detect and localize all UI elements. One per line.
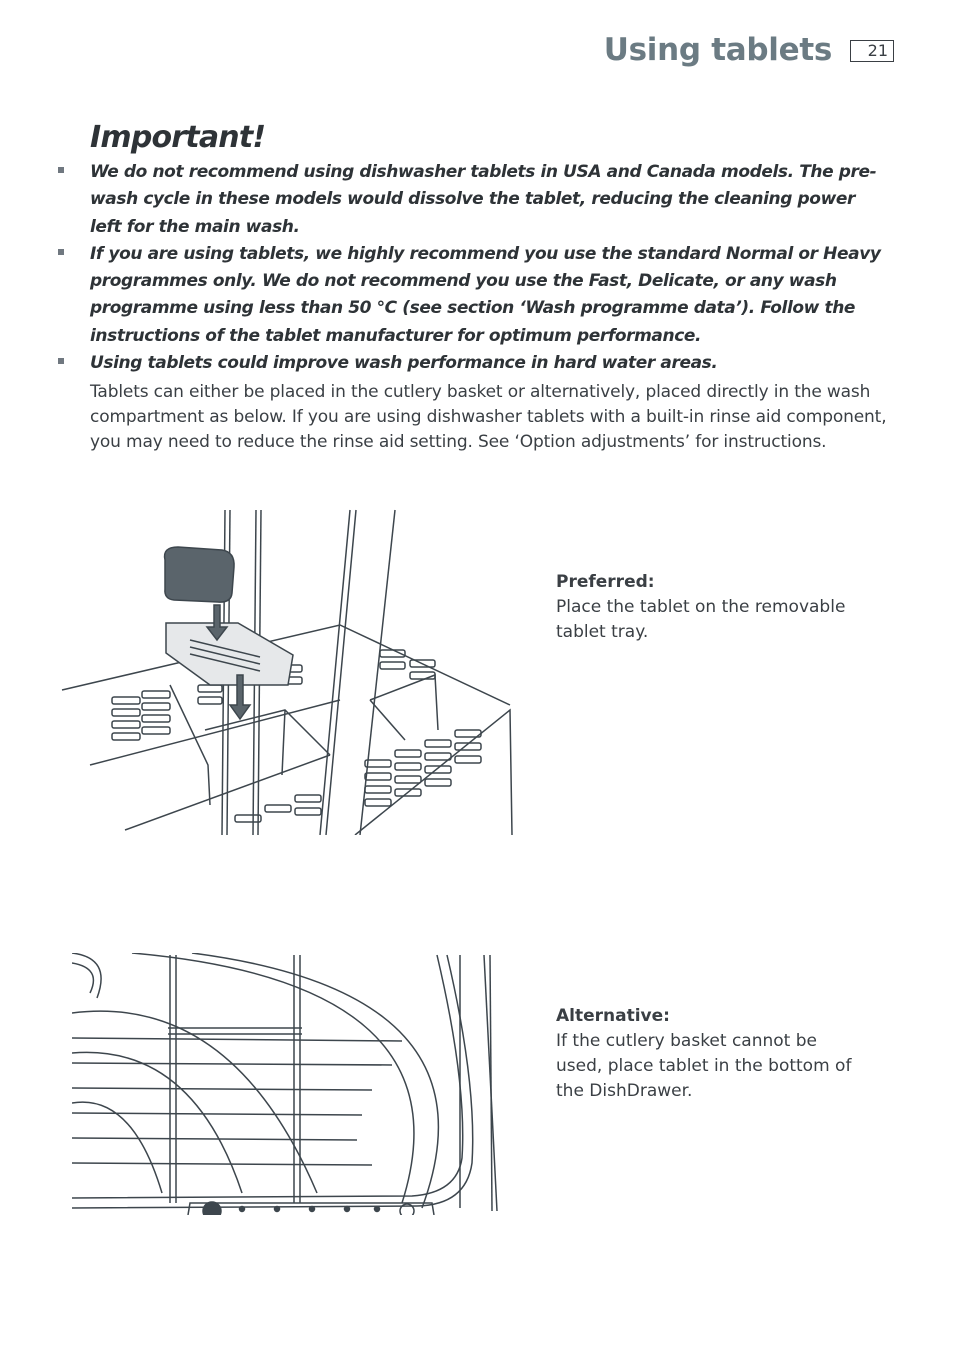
preferred-text: Place the tablet on the removable tablet tray.: [556, 597, 846, 642]
dishdrawer-bottom-illustration: [72, 953, 502, 1215]
page-number: 21: [850, 40, 894, 62]
bullet-item: [56, 241, 886, 350]
important-heading: Important!: [90, 120, 266, 155]
square-bullet-icon: [58, 358, 64, 364]
page-title: Using tablets: [603, 32, 832, 68]
alternative-label: Alternative:: [556, 1006, 670, 1026]
cutlery-basket-illustration: [60, 505, 515, 835]
bullet-item: [56, 350, 886, 377]
alternative-text: If the cutlery basket cannot be used, place tablet in the bottom of the DishDrawer.: [556, 1031, 852, 1101]
bullet-text: Using tablets could improve wash performance in hard water areas.: [90, 353, 718, 374]
square-bullet-icon: [58, 167, 64, 173]
alternative-caption: [556, 1004, 856, 1104]
intro-paragraph: Tablets can either be placed in the cutlery basket or alternatively, placed directly in the wash compartment as below. If you are using dishwasher tablets with a built-in rinse aid component, you may need to reduce the rinse aid setting. See ‘Option adjustments’ for instructions.: [90, 382, 887, 452]
bullet-text: We do not recommend using dishwasher tablets in USA and Canada models. The pre-wash cycle in these models would dissolve the tablet, reducing the cleaning power left for the main wash.: [90, 162, 877, 237]
preferred-label: Preferred:: [556, 572, 655, 592]
important-bullet-list: [56, 159, 886, 377]
square-bullet-icon: [58, 249, 64, 255]
bullet-text: If you are using tablets, we highly recommend you use the standard Normal or Heavy programmes only. We do not recommend you use the Fast, Delicate, or any wash programme using less than 50 °C (see section ‘Wash programme data’). Follow the instructions of the tablet manufacturer for optimum performance.: [90, 243, 881, 346]
preferred-caption: [556, 570, 856, 645]
bullet-item: [56, 159, 886, 241]
